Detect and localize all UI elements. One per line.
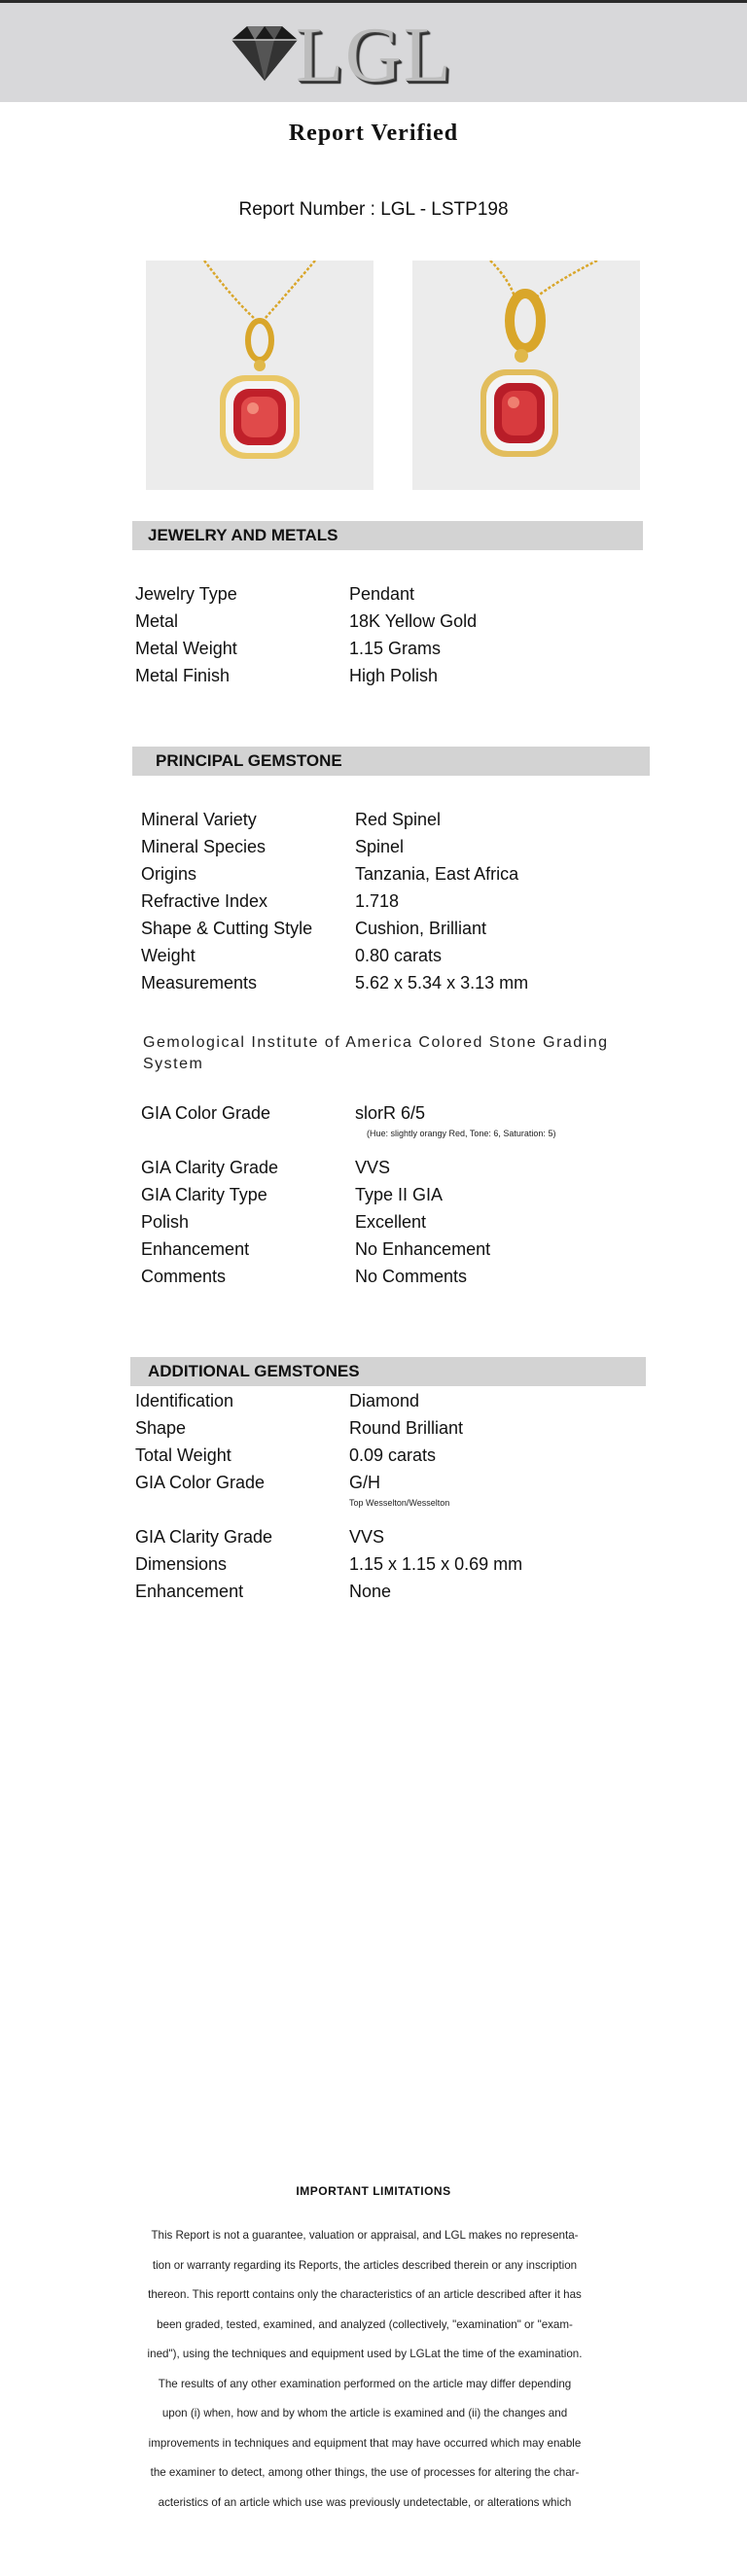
diamond-color-grade-label: GIA Color Grade: [135, 1473, 266, 1492]
shape-cutting-label: Shape & Cutting Style: [141, 919, 313, 938]
metal-weight-label: Metal Weight: [135, 639, 237, 658]
gia-color-grade-label: GIA Color Grade: [141, 1103, 271, 1123]
comments-label: Comments: [141, 1267, 227, 1286]
jewelry-type-label: Jewelry Type: [135, 584, 237, 604]
polish-value: Excellent: [355, 1212, 427, 1232]
shape-value: Round Brilliant: [349, 1418, 464, 1438]
lgl-logo[interactable]: [226, 13, 479, 98]
mineral-variety-value: Red Spinel: [355, 810, 442, 829]
product-photo-front[interactable]: [146, 261, 374, 490]
limitations-line: the examiner to detect, among other things, the use of processes for altering the char-: [150, 2466, 580, 2479]
gia-clarity-grade-value: VVS: [355, 1158, 391, 1177]
limitations-line: The results of any other examination performed on the article may differ depending: [158, 2377, 572, 2390]
metal-weight-value: 1.15 Grams: [349, 639, 442, 658]
limitations-text: [102, 2221, 627, 2518]
measurements-label: Measurements: [141, 973, 258, 992]
total-weight-label: Total Weight: [135, 1445, 231, 1465]
limitations-line: thereon. This reportt contains only the characteristics of an article described after it has: [148, 2288, 582, 2301]
total-weight-value: 0.09 carats: [349, 1445, 437, 1465]
origins-label: Origins: [141, 864, 197, 884]
refractive-index-label: Refractive Index: [141, 891, 268, 911]
mineral-variety-label: Mineral Variety: [141, 810, 257, 829]
shape-cutting-value: Cushion, Brilliant: [355, 919, 487, 938]
polish-label: Polish: [141, 1212, 190, 1232]
diamond-color-grade-note: Top Wesselton/Wesselton: [349, 1498, 450, 1508]
diamond-logo-icon: [226, 22, 303, 85]
refractive-index-value: 1.718: [355, 891, 400, 911]
limitations-line: been graded, tested, examined, and analyzed (collectively, "examination" or "exam-: [157, 2317, 573, 2331]
diamond-clarity-grade-label: GIA Clarity Grade: [135, 1527, 273, 1547]
dimensions-value: 1.15 x 1.15 x 0.69 mm: [349, 1554, 523, 1574]
limitations-heading: IMPORTANT LIMITATIONS: [296, 2184, 451, 2198]
limitations-line: acteristics of an article which use was previously undetectable, or alterations which: [158, 2495, 572, 2509]
page-title: Report Verified: [288, 121, 459, 146]
diamond-clarity-grade-value: VVS: [349, 1527, 385, 1547]
limitations-line: This Report is not a guarantee, valuation or appraisal, and LGL makes no representa-: [151, 2229, 579, 2242]
section-header-principal: PRINCIPAL GEMSTONE: [132, 747, 650, 776]
gia-grading-system-title: Gemological Institute of America Colored Stone Grading System: [143, 1034, 609, 1072]
limitations-line: upon (i) when, how and by whom the article is examined and (ii) the changes and: [161, 2407, 568, 2419]
metal-finish-label: Metal Finish: [135, 666, 231, 685]
gia-clarity-grade-label: GIA Clarity Grade: [141, 1158, 279, 1177]
enhancement-value: No Enhancement: [355, 1239, 491, 1259]
metal-label: Metal: [135, 611, 179, 631]
section-header-additional: ADDITIONAL GEMSTONES: [130, 1357, 646, 1386]
logo-text: LGL: [296, 13, 453, 98]
jewelry-type-value: Pendant: [349, 584, 415, 604]
diamond-enhancement-label: Enhancement: [135, 1582, 244, 1601]
mineral-species-value: Spinel: [355, 837, 405, 856]
limitations-line: ined"), using the techniques and equipment used by LGLat the time of the examination.: [147, 2348, 583, 2360]
section-header-jewelry: JEWELRY AND METALS: [132, 521, 643, 550]
measurements-value: 5.62 x 5.34 x 3.13 mm: [355, 973, 529, 992]
gia-color-grade-value: slorR 6/5: [355, 1103, 426, 1123]
diamond-color-grade-value: G/H: [349, 1473, 381, 1492]
report-number: Report Number : LGL - LSTP198: [238, 199, 509, 220]
gia-color-grade-note: (Hue: slightly orangy Red, Tone: 6, Saturation: 5): [367, 1129, 556, 1138]
mineral-species-label: Mineral Species: [141, 837, 267, 856]
weight-value: 0.80 carats: [355, 946, 443, 965]
site-header: [0, 3, 747, 102]
gia-clarity-type-label: GIA Clarity Type: [141, 1185, 267, 1204]
weight-label: Weight: [141, 946, 196, 965]
dimensions-label: Dimensions: [135, 1554, 228, 1574]
identification-label: Identification: [135, 1391, 234, 1410]
limitations-line: tion or warranty regarding its Reports, the articles described therein or any inscription: [152, 2258, 578, 2272]
enhancement-label: Enhancement: [141, 1239, 250, 1259]
metal-value: 18K Yellow Gold: [349, 611, 478, 631]
identification-value: Diamond: [349, 1391, 420, 1410]
comments-value: No Comments: [355, 1267, 468, 1286]
product-photo-angle[interactable]: [412, 261, 640, 490]
metal-finish-value: High Polish: [349, 666, 439, 685]
origins-value: Tanzania, East Africa: [355, 864, 519, 884]
diamond-enhancement-value: None: [349, 1582, 392, 1601]
gia-clarity-type-value: Type II GIA: [355, 1185, 444, 1204]
limitations-line: improvements in techniques and equipment that may have occurred which may enable: [148, 2436, 582, 2450]
shape-label: Shape: [135, 1418, 187, 1438]
